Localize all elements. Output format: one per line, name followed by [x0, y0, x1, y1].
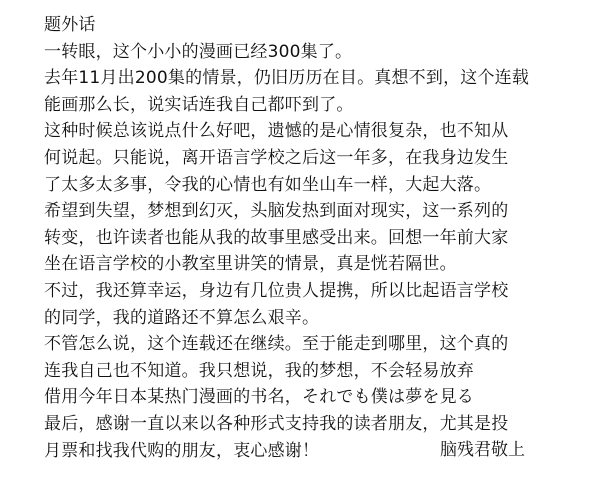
note-line: 何说起。只能说，离开语言学校之后这一年多，在我身边发生	[44, 147, 509, 168]
note-line: 去年11月出200集的情景，仍旧历历在目。真想不到，这个连载	[44, 68, 530, 89]
note-line: 月票和找我代购的朋友，衷心感谢！	[44, 440, 320, 461]
note-line: 能画那么长，说实话连我自己都吓到了。	[44, 94, 354, 115]
note-line: 最后，感谢一直以来以各种形式支持我的读者朋友，尤其是投	[44, 413, 509, 434]
note-line: 连我自己也不知道。我只想说，我的梦想，不会轻易放弃	[44, 360, 474, 381]
note-line: 了太多太多事，令我的心情也有如坐山车一样，大起大落。	[44, 174, 492, 195]
signature: 脑残君敬上	[440, 440, 525, 460]
note-line: 转变，也许读者也能从我的故事里感受出来。回想一年前大家	[44, 227, 509, 248]
note-body	[44, 12, 594, 464]
note-line: 的同学，我的道路还不算怎么艰辛。	[44, 307, 320, 328]
note-title: 题外话	[44, 15, 96, 35]
note-line: 不管怎么说，这个连载还在继续。至于能走到哪里，这个真的	[44, 334, 509, 355]
note-line: 这种时候总该说点什么好吧，遗憾的是心情很复杂，也不知从	[44, 121, 509, 142]
note-line: 一转眼，这个小小的漫画已经300集了。	[44, 41, 353, 62]
note-line: 不过，我还算幸运，身边有几位贵人提携，所以比起语言学校	[44, 280, 509, 301]
note-line: 希望到失望，梦想到幻灭，头脑发热到面对现实，这一系列的	[44, 201, 509, 222]
note-line: 坐在语言学校的小教室里讲笑的情景，真是恍若隔世。	[44, 254, 457, 275]
note-line: 借用今年日本某热门漫画的书名，それでも僕は夢を見る	[44, 387, 474, 408]
